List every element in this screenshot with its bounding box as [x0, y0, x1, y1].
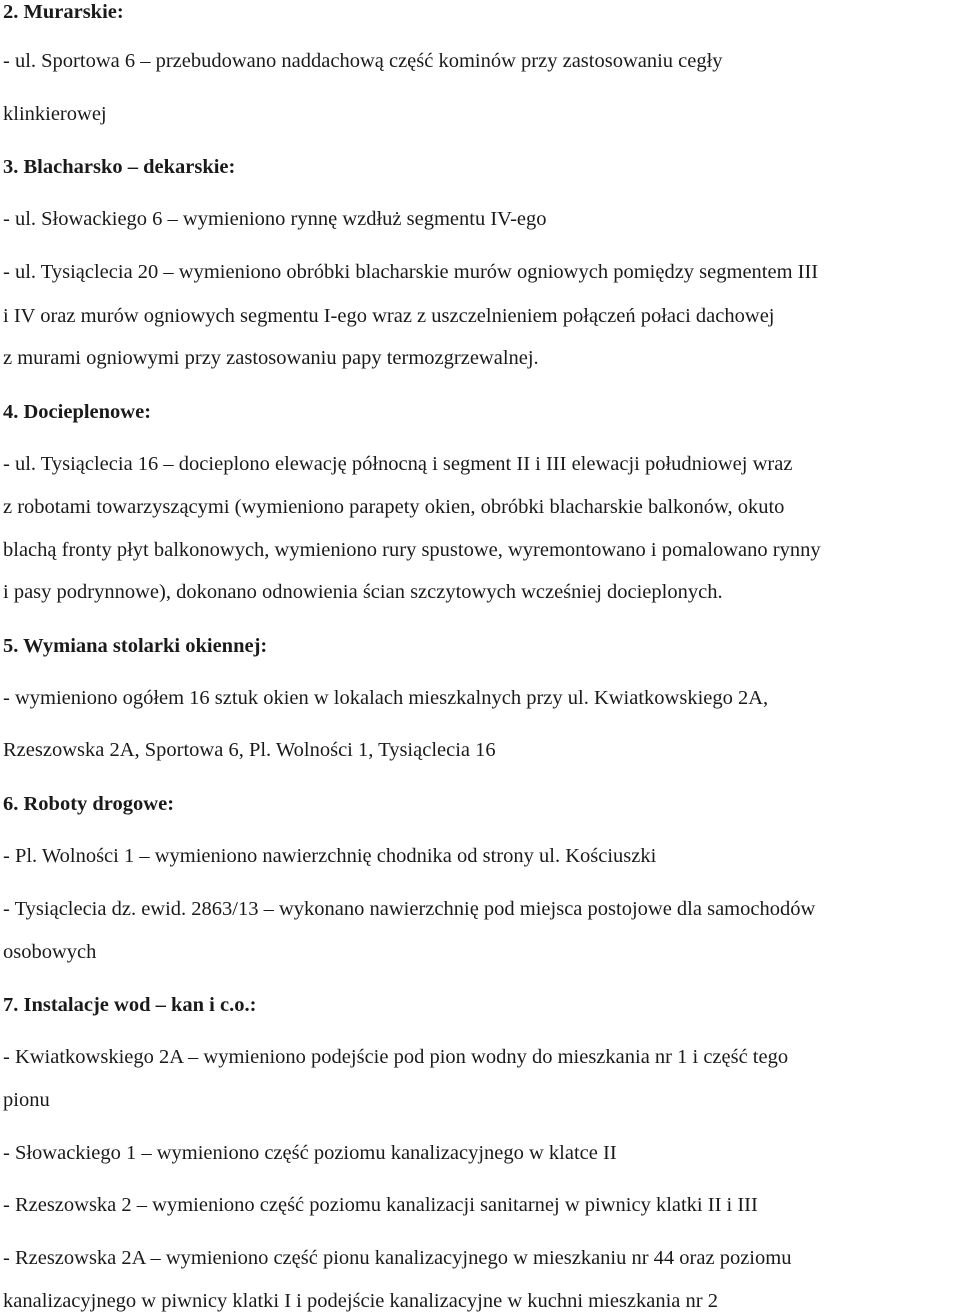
text-line: - Rzeszowska 2A – wymieniono część pionu kanalizacyjnego w mieszkaniu nr 44 oraz poziomu	[3, 1247, 792, 1269]
text-line: z murami ogniowymi przy zastosowaniu papy termozgrzewalnej.	[3, 347, 539, 369]
section-heading-instalacje: 7. Instalacje wod – kan i c.o.:	[3, 994, 257, 1016]
text-line: kanalizacyjnego w piwnicy klatki I i podejście kanalizacyjne w kuchni mieszkania nr 2	[3, 1290, 718, 1312]
text-line: i pasy podrynnowe), dokonano odnowienia ścian szczytowych wcześniej docieplonych.	[3, 581, 723, 603]
text-line: z robotami towarzyszącymi (wymieniono parapety okien, obróbki blacharskie balkonów, okuto	[3, 496, 785, 518]
text-line: - wymieniono ogółem 16 sztuk okien w lokalach mieszkalnych przy ul. Kwiatkowskiego 2A,	[3, 687, 769, 709]
text-line: i IV oraz murów ogniowych segmentu I-ego wraz z uszczelnieniem połączeń połaci dachowej	[3, 305, 775, 327]
text-line: - ul. Tysiąclecia 20 – wymieniono obróbki blacharskie murów ogniowych pomiędzy segmentem III	[3, 261, 819, 283]
text-line: - ul. Tysiąclecia 16 – docieplono elewację północną i segment II i III elewacji południowej wraz	[3, 453, 793, 475]
section-heading-blacharsko-dekarskie: 3. Blacharsko – dekarskie:	[3, 156, 236, 178]
text-line: - Słowackiego 1 – wymieniono część poziomu kanalizacyjnego w klatce II	[3, 1142, 617, 1164]
text-line: - ul. Słowackiego 6 – wymieniono rynnę wzdłuż segmentu IV-ego	[3, 208, 547, 230]
section-heading-stolarka-okienna: 5. Wymiana stolarki okiennej:	[3, 635, 268, 657]
text-line: - ul. Sportowa 6 – przebudowano naddachową część kominów przy zastosowaniu cegły	[3, 50, 723, 72]
text-line: - Tysiąclecia dz. ewid. 2863/13 – wykonano nawierzchnię pod miejsca postojowe dla samochodów	[3, 898, 816, 920]
section-heading-docieplenowe: 4. Docieplenowe:	[3, 401, 152, 423]
text-line: pionu	[3, 1089, 50, 1111]
text-line: klinkierowej	[3, 103, 107, 125]
text-line: blachą fronty płyt balkonowych, wymieniono rury spustowe, wyremontowano i pomalowano rynny	[3, 539, 821, 561]
section-heading-roboty-drogowe: 6. Roboty drogowe:	[3, 793, 175, 815]
text-line: osobowych	[3, 941, 97, 963]
section-heading-murarskie: 2. Murarskie:	[3, 1, 124, 23]
text-line: - Kwiatkowskiego 2A – wymieniono podejście pod pion wodny do mieszkania nr 1 i część tego	[3, 1046, 789, 1068]
text-line: - Pl. Wolności 1 – wymieniono nawierzchnię chodnika od strony ul. Kościuszki	[3, 845, 657, 867]
text-line: - Rzeszowska 2 – wymieniono część poziomu kanalizacji sanitarnej w piwnicy klatki II i III	[3, 1194, 758, 1216]
text-line: Rzeszowska 2A, Sportowa 6, Pl. Wolności 1, Tysiąclecia 16	[3, 739, 496, 761]
